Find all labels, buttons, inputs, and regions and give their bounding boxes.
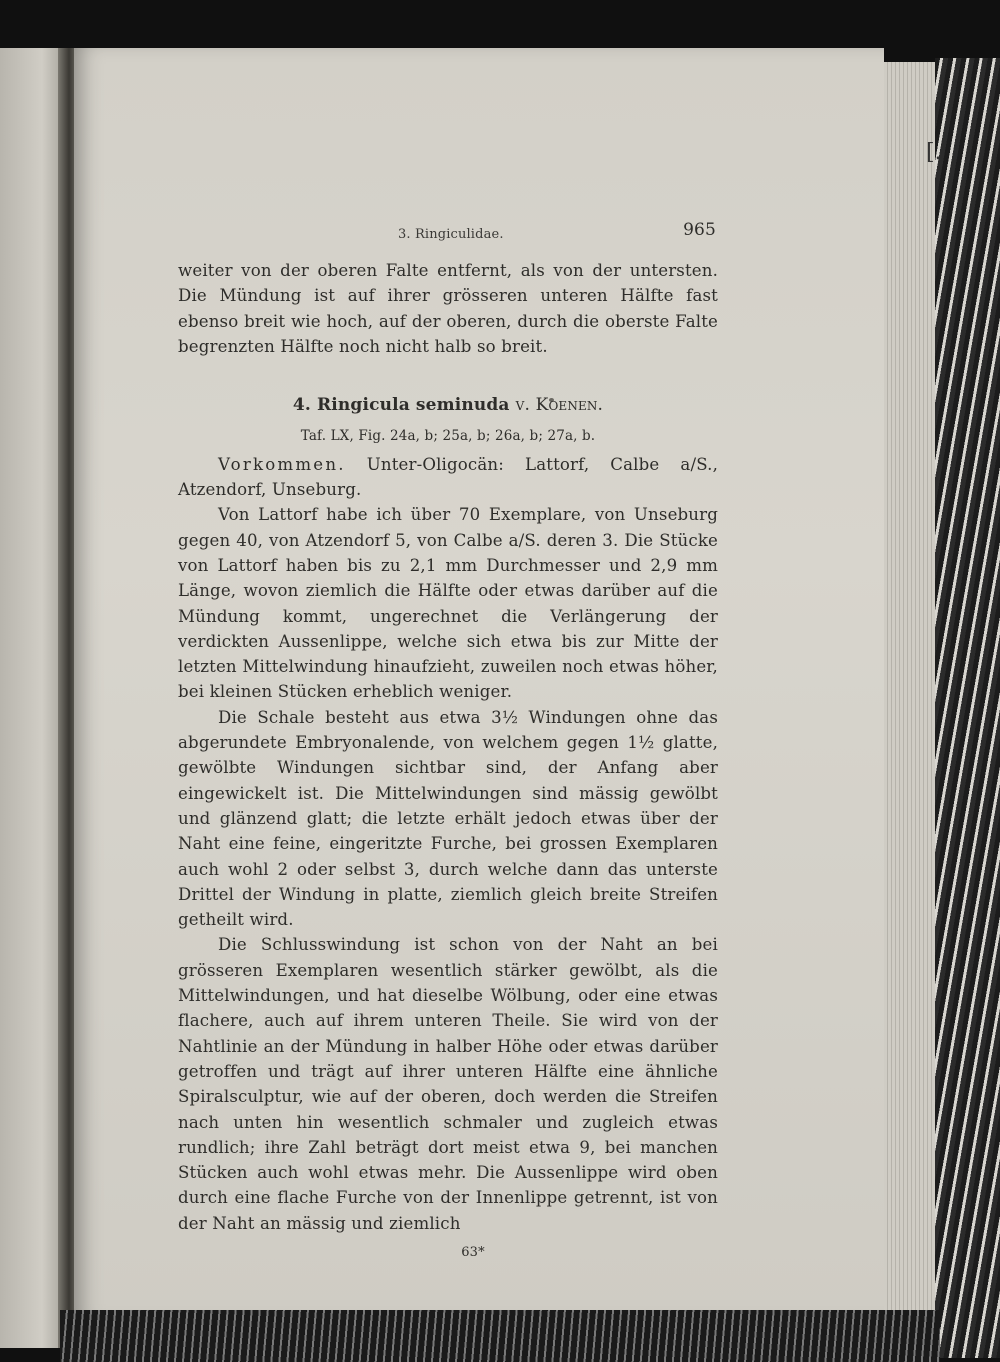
occurrence-paragraph [178, 452, 718, 503]
intro-paragraph: weiter von der oberen Falte entfernt, als von der untersten. Die Mündung ist auf ihrer grösseren unteren Hälfte fast ebenso breit wie hoch, auf der oberen, durch die oberste Falte begrenzten Hälfte noch nicht halb so breit. [178, 261, 718, 356]
book-cover-edge [935, 58, 1000, 1358]
body-paragraph-3: Die Schlusswindung ist schon von der Naht an bei grösseren Exemplaren wesentlich stärker gewölbt, als die Mittelwindungen, und hat dieselbe Wölbung, oder eine etwas flachere, auch auf ihrem unteren Theile. Sie wird von der Nahtlinie an der Mündung in halber Höhe oder etwas darüber getroffen und trägt auf ihrer unteren Hälfte eine ähnliche Spiralsculptur, wie auf der oberen, doch werden die Streifen nach unten hin wesentlich schmaler und zugleich etwas rundlich; ihre Zahl beträgt dort meist etwa 9, bei manchen Stücken auch wohl etwas mehr. Die Aussenlippe wird oben durch eine flache Furche von der Innenlippe getrennt, ist von der Naht an mässig und ziemlich [178, 935, 718, 1233]
page-header [178, 218, 718, 248]
plate-reference: Taf. LX, Fig. 24a, b; 25a, b; 26a, b; 27a, b. [300, 428, 596, 445]
occurrence-label: Vorkommen. [218, 454, 346, 474]
body-paragraph-1: Von Lattorf habe ich über 70 Exemplare, von Unseburg gegen 40, von Atzendorf 5, von Calbe a/S. deren 3. Die Stücke von Lattorf haben bis zu 2,1 mm Durchmesser und 2,9 mm Länge, wovon ziemlich die Hälfte oder etwas darüber auf die Mündung kommt, ungerechnet die Verlängerung der verdickten Aussenlippe, welche sich etwa bis zur Mitte der letzten Mittelwindung hinaufzieht, zuweilen noch etwas höher, bei kleinen Stücken erheblich weniger. [178, 505, 718, 702]
running-title: 3. Ringiculidae. [398, 227, 504, 242]
edge-mark: [. [926, 140, 942, 165]
species-author: v. Koenen. [515, 395, 604, 416]
species-heading [178, 393, 718, 418]
page-number: 965 [683, 220, 716, 240]
body-paragraph-2: Die Schale besteht aus etwa 3½ Windungen ohne das abgerundete Embryonalende, von welchem gegen 1½ glatte, gewölbte Windungen sichtbar sind, der Anfang aber eingewickelt ist. Die Mittelwindungen sind mässig gewölbt und glänzend glatt; die letzte erhält jedoch etwas über der Naht eine feine, eingeritzte Furche, bei grossen Exemplaren auch wohl 2 oder selbst 3, durch welche dann das unterste Drittel der Windung in platte, ziemlich gleich breite Streifen getheilt wird. [178, 707, 718, 930]
signature-mark: 63* [461, 1244, 485, 1260]
occurrence-text: Unter-Oligocän: Lattorf, Calbe a/S., Atzendorf, Unseburg. [178, 454, 718, 500]
species-number: 4. [292, 395, 311, 416]
book-bottom-edge [60, 1310, 940, 1362]
species-name: Ringicula seminuda [317, 395, 510, 416]
page-content [178, 218, 718, 1265]
